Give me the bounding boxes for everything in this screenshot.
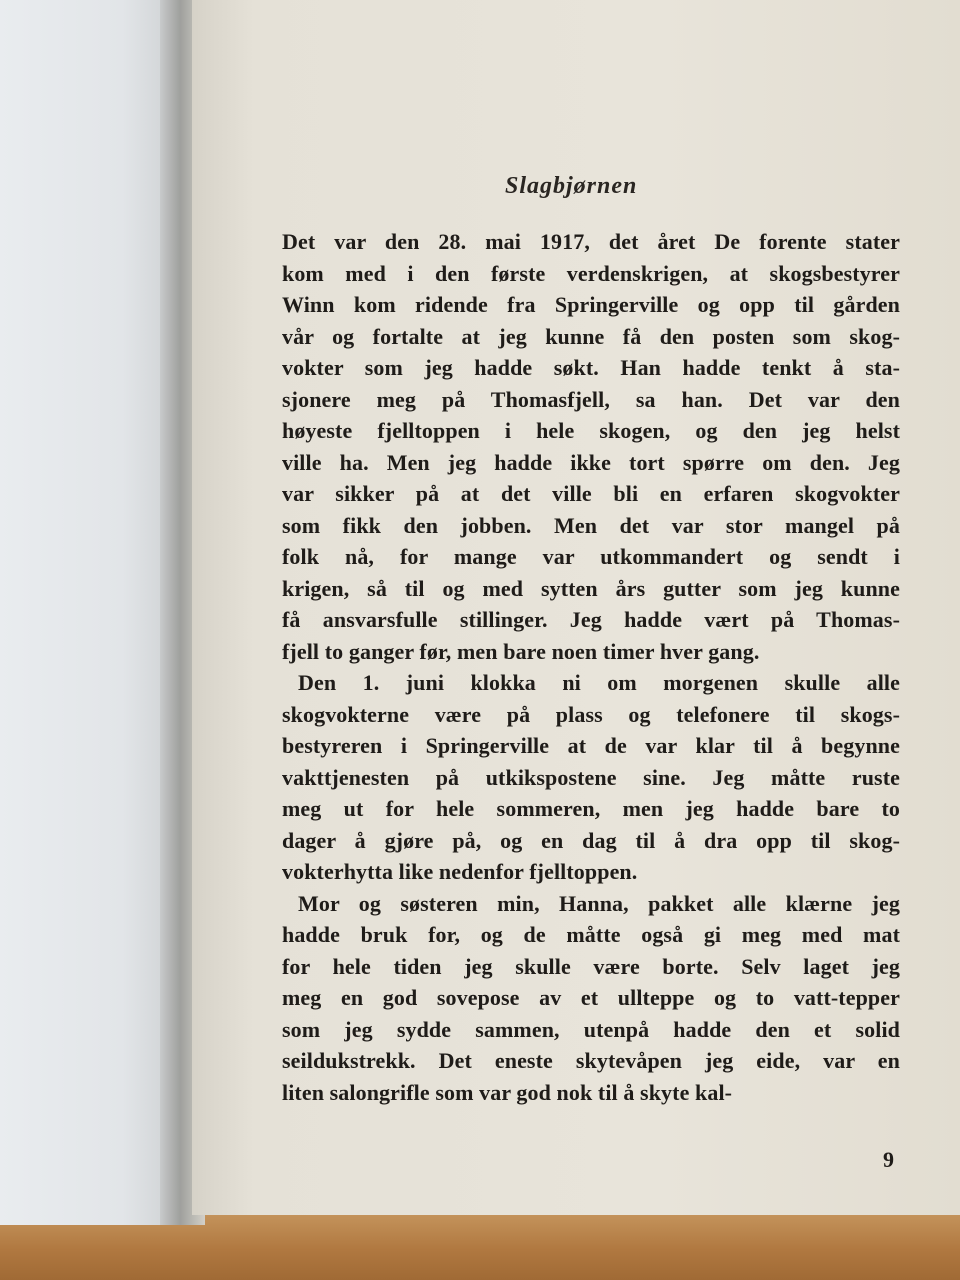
text-line: sjonere meg på Thomasfjell, sa han. Det var den (282, 386, 900, 412)
chapter-title: Slagbjørnen (505, 173, 638, 199)
text-line: var sikker på at det ville bli en erfaren skogvokter (282, 481, 900, 506)
text-line: Den 1. juni klokka ni om morgenen skulle alle (298, 670, 900, 695)
text-line: få ansvarsfulle stillinger. Jeg hadde vært på Thomas- (282, 607, 900, 632)
text-line: vokterhytta like nedenfor fjelltoppen. (282, 859, 638, 884)
text-line: ville ha. Men jeg hadde ikke tort spørre om den. Jeg (282, 449, 900, 475)
text-line: hadde bruk for, og de måtte også gi meg med mat (282, 922, 900, 947)
text-line: vår og fortalte at jeg kunne få den posten som skog- (282, 323, 900, 349)
body-text (282, 226, 900, 1108)
text-line: meg ut for hele sommeren, men jeg hadde bare to (282, 796, 900, 821)
text-line: bestyreren i Springerville at de var klar til å begynne (282, 733, 900, 758)
text-line: som jeg sydde sammen, utenpå hadde den et solid (282, 1016, 900, 1042)
text-line: skogvokterne være på plass og telefonere til skogs- (282, 701, 900, 727)
page-number: 9 (883, 1147, 894, 1172)
left-page (0, 0, 175, 1225)
text-line: krigen, så til og med sytten års gutter som jeg kunne (282, 575, 900, 601)
text-line: dager å gjøre på, og en dag til å dra opp til skog- (282, 827, 900, 853)
text-line: som fikk den jobben. Men det var stor mangel på (282, 512, 900, 538)
text-line: Det var den 28. mai 1917, det året De forente stater (282, 229, 900, 254)
text-line: seildukstrekk. Det eneste skytevåpen jeg eide, var en (282, 1048, 900, 1073)
text-line: Winn kom ridende fra Springerville og opp til gården (282, 292, 900, 317)
text-line: fjell to ganger før, men bare noen timer hver gang. (282, 638, 760, 664)
text-line: høyeste fjelltoppen i hele skogen, og den jeg helst (282, 418, 900, 443)
text-line: Mor og søsteren min, Hanna, pakket alle klærne jeg (298, 890, 900, 916)
text-line: vakttjenesten på utkikspostene sine. Jeg måtte ruste (282, 764, 900, 790)
text-line: vokter som jeg hadde søkt. Han hadde tenkt å sta- (282, 355, 900, 380)
text-line: meg en god sovepose av et ullteppe og to vatt-tepper (282, 985, 900, 1010)
text-line: liten salongrifle som var god nok til å skyte kal- (282, 1079, 733, 1105)
text-line: folk nå, for mange var utkommandert og sendt i (282, 544, 900, 569)
text-line: kom med i den første verdenskrigen, at skogsbestyrer (282, 260, 900, 286)
text-line: for hele tiden jeg skulle være borte. Selv laget jeg (282, 953, 900, 979)
